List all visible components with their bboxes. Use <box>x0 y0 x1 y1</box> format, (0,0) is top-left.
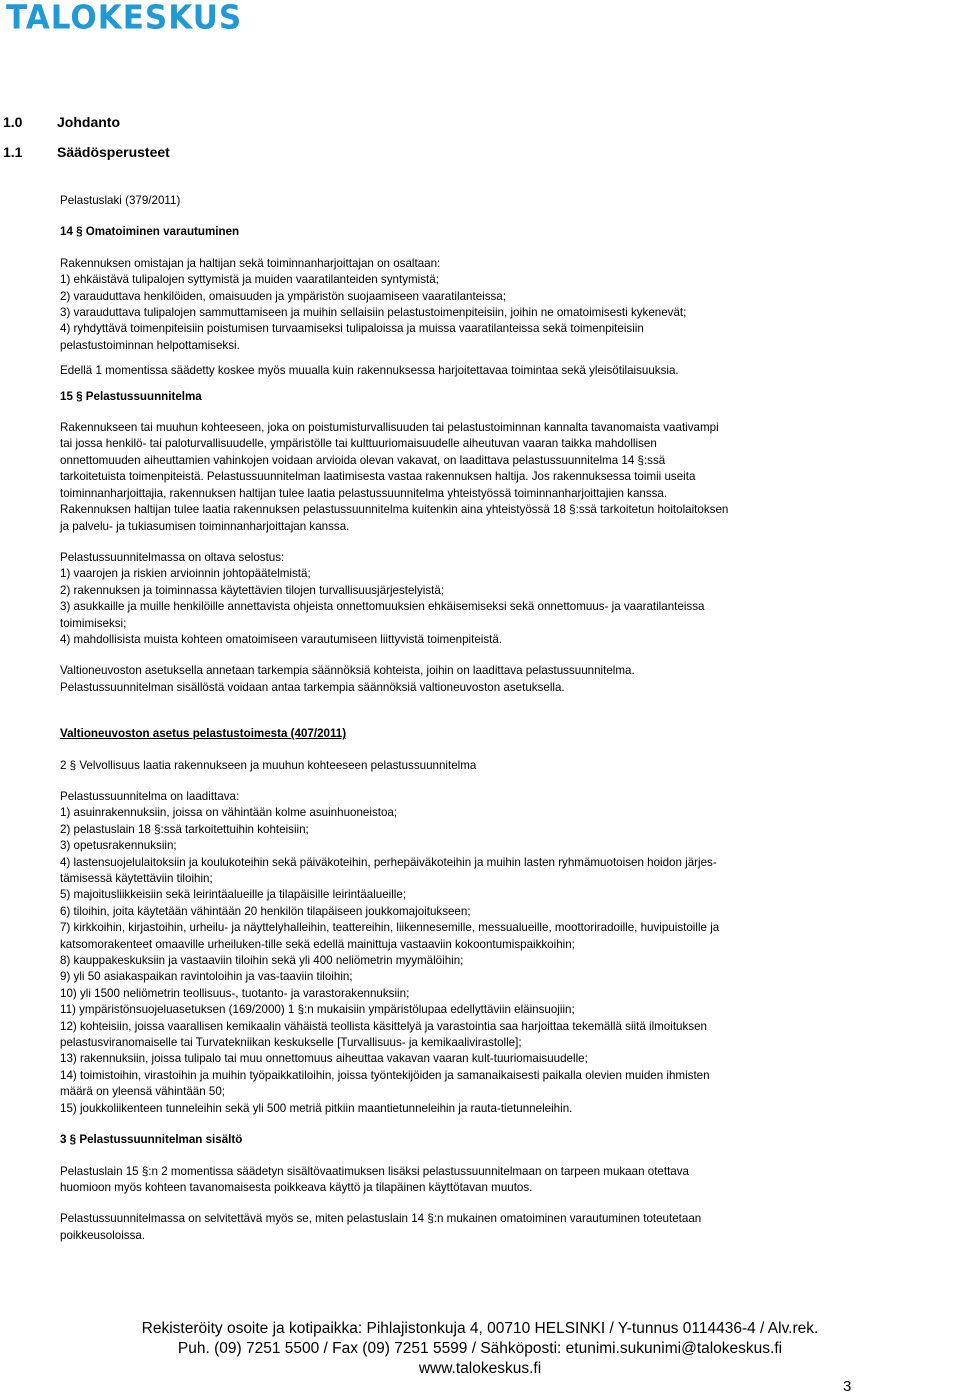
s15-list-item: 3) asukkaille ja muille henkilöille annettavista ohjeista onnettomuuksien ehkäisemiseksi sekä onnettomuus- ja vaaratilanteissa toimimiseksi; <box>60 600 705 630</box>
s2-list-item: 2) pelastuslain 18 §:ssä tarkoitettuihin kohteisiin; <box>60 822 309 836</box>
s15-list-item: 4) mahdollisista muista kohteen omatoimiseen varautumiseen liittyvistä toimenpiteistä. <box>60 632 503 646</box>
section-15-title: 15 § Pelastussuunnitelma <box>60 389 202 403</box>
s2-list-item: 6) tiloihin, joita käytetään vähintään 20 henkilön tilapäiseen joukkomajoitukseen; <box>60 904 471 918</box>
s2-list-item: 3) opetusrakennuksiin; <box>60 839 177 853</box>
logo-text: TALOKESKUS <box>6 0 243 37</box>
s14-line: 3) varauduttava tulipalojen sammuttamiseen ja muihin sellaisiin pelastustoimenpiteisiin, joihin ne omatoimisesti kykenevät; <box>60 306 687 320</box>
heading-number: 1.1 <box>3 144 23 160</box>
footer-registration: Rekisteröity osoite ja kotipaikka: Pihlajistonkuja 4, 00710 HELSINKI / Y-tunnus 0114436-4 / Alv.rek. <box>141 1320 819 1337</box>
s2-list-item: 13) rakennuksiin, joissa tulipalo tai muu onnettomuus aiheuttaa vakavan vaaran kult-tuuriomaisuudelle; <box>60 1052 588 1066</box>
heading-number: 1.0 <box>3 114 23 130</box>
s15-paragraph-3: Valtioneuvoston asetuksella annetaan tarkempia säännöksiä kohteista, joihin on laadittava pelastussuunnitelma. <box>60 664 635 678</box>
footer-website: www.talokeskus.fi <box>418 1360 542 1377</box>
law-title: Pelastuslaki (379/2011) <box>60 194 181 207</box>
s2-list-item: 9) yli 50 asiakaspaikan ravintoloihin ja vas-taaviin tiloihin; <box>60 970 353 984</box>
document-body <box>60 193 732 1244</box>
footer <box>0 1319 960 1379</box>
page-number: 3 <box>843 1378 852 1395</box>
s2-list-item: 11) ympäristönsuojeluasetuksen (169/2000) 1 §:n mukaisiin ympäristölupaa edellyttäviin eläinsuojiin; <box>60 1003 575 1017</box>
s15-list-intro: Pelastussuunnitelmassa on oltava selostus: <box>60 550 285 564</box>
s2-list-item: 7) kirkkoihin, kirjastoihin, urheilu- ja näyttelyhalleihin, teattereihin, liikennesemille, messualueille, moottoriradoille, huvipuistoille ja katsomorakenteet omaaville urheiluken-tille sekä edellä mainittuja vastaaviin kokoontumispaikkoihin; <box>60 921 720 951</box>
section-14-title: 14 § Omatoiminen varautuminen <box>60 225 240 239</box>
s15-list-item: 2) rakennuksen ja toiminnassa käytettävien tilojen turvallisuusjärjestelyistä; <box>60 583 445 597</box>
s15-paragraph-3: Pelastussuunnitelman sisällöstä voidaan antaa tarkempia säännöksiä valtioneuvoston asetuksella. <box>60 680 565 694</box>
s2-list-item: 1) asuinrakennuksiin, joissa on vähintään kolme asuinhuoneistoa; <box>60 806 398 820</box>
s14-line: 4) ryhdyttävä toimenpiteisiin poistumisen turvaamiseksi tulipaloissa ja muissa vaaratilanteissa sekä toimenpiteisiin pelastustoiminnan helpottamiseksi. <box>60 322 644 352</box>
footer-contact: Puh. (09) 7251 5500 / Fax (09) 7251 5599 / Sähköposti: etunimi.sukunimi@talokeskus.fi <box>177 1340 783 1357</box>
s14-line: 2) varauduttava henkilöiden, omaisuuden ja ympäristön suojaamiseen vaaratilanteissa; <box>60 289 506 303</box>
s2-list-item: 15) joukkoliikenteen tunneleihin sekä yli 500 metriä pitkiin maantietunneleihin ja rauta-tietunneleihin. <box>60 1101 573 1115</box>
s14-line: 1) ehkäistävä tulipalojen syttymistä ja muiden vaaratilanteiden syntymistä; <box>60 273 439 287</box>
section-3-title: 3 § Pelastussuunnitelman sisältö <box>60 1133 243 1147</box>
s15-paragraph-1: Rakennukseen tai muuhun kohteeseen, joka on poistumisturvallisuuden tai pelastustoiminnan kannalta tavanomaista vaativampi tai jossa henkilö- tai paloturvallisuudelle, ympäristölle tai kulttuuriomaisuudelle aiheutuvan vaaran taikka mahdollisen onnettomuuden aiheuttamien vahinkojen voidaan arvioida olevan vakavat, on laadittava pelastussuunnitelma 14 §:ssä tarkoitetuista toimenpiteistä. Pelastussuunnitelman laatimisesta vastaa rakennuksen haltija. Jos rakennuksessa toimii useita toiminnanharjoittajia, rakennuksen haltijan tulee laatia pelastussuunnitelma yhteistyössä toiminnanharjoittajien kanssa. Rakennuksen haltijan tulee laatia rakennuksen pelastussuunnitelma kuitenkin aina yhteistyössä 18 §:ssä tarkoitetun hoitolaitoksen ja palvelu- ja tukiasumisen toiminnanharjoittajan kanssa. <box>60 421 729 533</box>
heading-johdanto <box>3 114 120 130</box>
heading-title: Johdanto <box>57 114 120 130</box>
s3-paragraph-2: Pelastussuunnitelmassa on selvitettävä myös se, miten pelastuslain 14 §:n mukainen omatoiminen varautuminen toteutetaan poikkeusoloissa. <box>60 1212 702 1242</box>
decree-title: Valtioneuvoston asetus pelastustoimesta (407/2011) <box>60 727 347 741</box>
heading-saadosperusteet <box>3 144 170 160</box>
s2-list-item: 12) kohteisiin, joissa vaarallisen kemikaalin vähäistä teollista käsittelyä ja varastointia saa harjoittaa tekemällä siitä ilmoituksen pelastusviranomaiselle tai Turvatekniikan keskukselle [Turvallisuus- ja kemikaalivirastolle]; <box>60 1019 707 1050</box>
s2-intro: Pelastussuunnitelma on laadittava: <box>60 789 240 803</box>
s2-list-item: 8) kauppakeskuksiin ja vastaaviin tiloihin sekä yli 400 neliömetrin myymälöihin; <box>60 954 464 968</box>
s2-list-item: 14) toimistoihin, virastoihin ja muihin työpaikkatiloihin, joissa työntekijöiden ja samanaikaisesti paikalla olevien muiden ihmisten määrä on yleensä vähintään 50; <box>60 1068 710 1099</box>
s14-paragraph-2: Edellä 1 momentissa säädetty koskee myös muualla kuin rakennuksessa harjoitettavaa toimintaa sekä yleisötilaisuuksia. <box>60 364 679 378</box>
talokeskus-logo <box>6 0 242 36</box>
section-2-title: 2 § Velvollisuus laatia rakennukseen ja muuhun kohteeseen pelastussuunnitelma <box>60 758 477 772</box>
s3-paragraph-1: Pelastuslain 15 §:n 2 momentissa säädetyn sisältövaatimuksen lisäksi pelastussuunnitelmaan on tarpeen mukaan otettava huomioon myös kohteen tavanomaisesta poikkeava käyttö ja tilapäinen käyttötavan muutos. <box>60 1164 690 1194</box>
s15-list-item: 1) vaarojen ja riskien arvioinnin johtopäätelmistä; <box>60 567 311 581</box>
s2-list-item: 4) lastensuojelulaitoksiin ja koulukoteihin sekä päiväkoteihin, perhepäiväkoteihin ja muihin lasten ryhmämuotoisen hoidon järjes-tämisessä käytettäviin tiloihin; <box>60 855 717 885</box>
s2-list-item: 5) majoitusliikkeisiin sekä leirintäalueille ja tilapäisille leirintäalueille; <box>60 888 407 902</box>
s14-line: Rakennuksen omistajan ja haltijan sekä toiminnanharjoittajan on osaltaan: <box>60 256 441 270</box>
s2-list-item: 10) yli 1500 neliömetrin teollisuus-, tuotanto- ja varastorakennuksiin; <box>60 986 410 1000</box>
heading-title: Säädösperusteet <box>57 144 170 160</box>
